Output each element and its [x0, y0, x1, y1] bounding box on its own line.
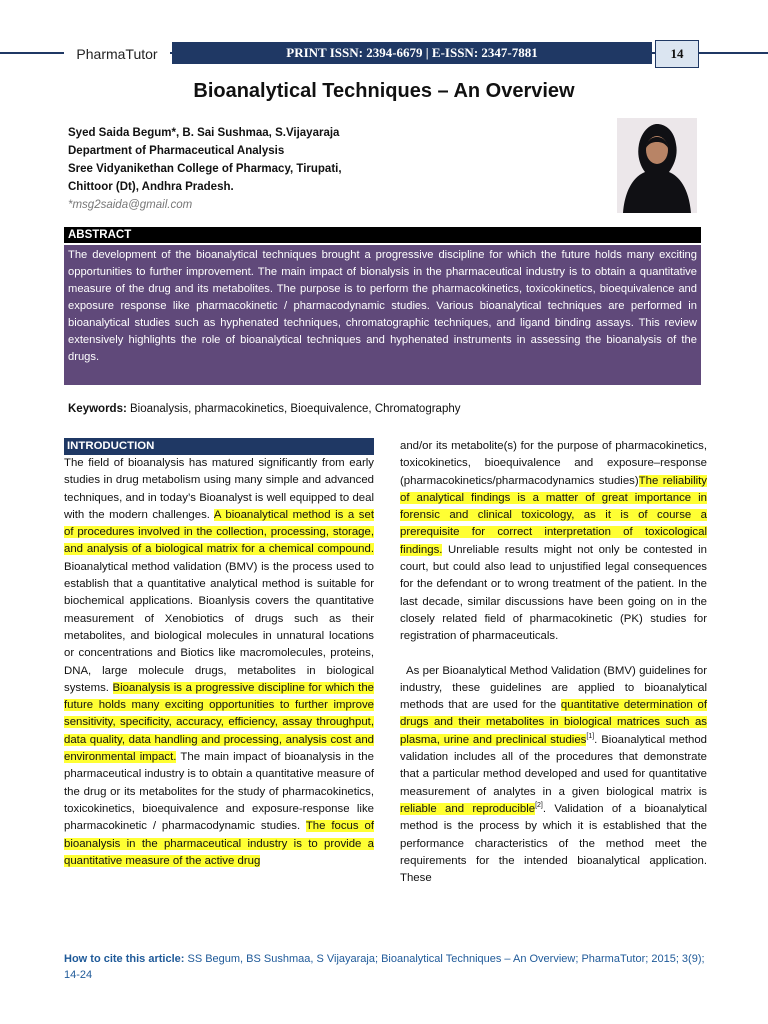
- right-text-3: As per Bioanalytical Method Validation (BMV) guidelines for industry, these guidelines are applied to bioanalytical methods that are used for the: [400, 664, 707, 712]
- issn-bar: PRINT ISSN: 2394-6679 | E-ISSN: 2347-7881: [172, 42, 652, 64]
- citation-label: How to cite this article:: [64, 953, 185, 965]
- intro-text-2: Bioanalytical method validation (BMV) is the process used to establish that a quantitative analytical method is suitable for biochemical applications. Bioanlysis covers the quantitative measurement of Xenobiotics of drugs such as their metabolites, and biological molecules in unnatural locations or concentrations and Biotics like macromolecules, proteins, DNA, large molecule drugs, metabolites in biological systems.: [64, 560, 374, 694]
- introduction-heading: INTRODUCTION: [64, 438, 374, 455]
- paragraph-gap: [400, 646, 707, 663]
- right-text-1: and/or its metabolite(s) for the purpose of pharmacokinetics, toxicokinetics, bioequivalence and exposure–response (pharmacokinetics/pharmacodynamics studies): [400, 440, 707, 487]
- author-block: [68, 124, 548, 214]
- right-highlight-1: The reliability of analytical findings is a matter of great importance in forensic and clinical toxicology, as it is of course a prerequisite for correct interpretation of toxicological findings.: [400, 474, 708, 556]
- author-portrait-image: [617, 118, 697, 213]
- affiliation-line-1: Department of Pharmaceutical Analysis: [68, 145, 285, 157]
- right-text-5: . Validation of a bioanalytical method is the process by which it is established that the performance characteristics of the method meet the requirements for the intended bioanalytical application. These: [400, 802, 708, 885]
- abstract-heading: ABSTRACT: [64, 227, 701, 243]
- author-photo: [617, 118, 697, 213]
- intro-highlight-3: The focus of bioanalysis in the pharmaceutical industry is to provide a quantitative measure of the active drug: [64, 820, 374, 867]
- intro-highlight-1: A bioanalytical method is a set of procedures involved in the collection, processing, storage, and analysis of a biological matrix for a chemical compound.: [64, 508, 374, 556]
- keywords-text: Bioanalysis, pharmacokinetics, Bioequivalence, Chromatography: [130, 403, 461, 415]
- reference-1[interactable]: [1]: [586, 732, 595, 740]
- journal-brand: PharmaTutor: [64, 42, 170, 66]
- keywords-line: [68, 403, 460, 415]
- affiliation-line-2: Sree Vidyanikethan College of Pharmacy, Tirupati,: [68, 163, 342, 175]
- page-number: 14: [655, 40, 699, 68]
- column-right: [400, 438, 707, 887]
- citation-text: SS Begum, BS Sushmaa, S Vijayaraja; Bioanalytical Techniques – An Overview; PharmaTutor; 2015; 3(9); 14-24: [64, 953, 705, 981]
- reference-2[interactable]: [2]: [535, 802, 543, 810]
- column-left: [64, 438, 374, 870]
- intro-text-3: The main impact of bioanalysis in the pharmaceutical industry is to obtain a quantitative measure of the drug or its metabolites for the study of pharmacokinetics, toxicokinetics, bioequivalence and exposure-response like pharmacokinetic / pharmacodynamic studies.: [64, 751, 374, 833]
- right-text-4: . Bioanalytical method validation includes all of the procedures that demonstrate that a particular method developed and used for quantitative measurement of analytes in a given biological matrix is: [400, 733, 707, 798]
- article-title: Bioanalytical Techniques – An Overview: [193, 80, 575, 102]
- intro-highlight-2: Bioanalysis is a progressive discipline for which the future holds many exciting opportunities to further improve sensitivity, specificity, accuracy, efficiency, assay throughput, data quality, data handling and processing, analysis cost and environmental impact.: [64, 681, 374, 764]
- abstract-body: The development of the bioanalytical techniques brought a progressive discipline for which the future holds many exciting opportunities to further improvement. The main impact of bionalysis in the pharmaceutical industry is to obtain a quantitative measure of the drug and its metabolites. The purpose is to perform the pharmacokinetics, toxicokinetics, bioequivalence and exposure response like pharmacokinetic / pharmacodynamic studies. Various bioanalytical techniques are performed in bioanalytical studies such as hyphenated techniques, chromatographic techniques, and ligand binding assays. This review extensively highlights the role of bioanalytical techniques and hyphenated instruments in assessing the bioanalysis of the drugs.: [64, 245, 701, 385]
- right-paragraph-1: [400, 438, 707, 646]
- intro-text-1: The field of bioanalysis has matured significantly from early studies in drug metabolism using many simple and advanced techniques, and in today’s Bioanalyst is well equipped to deal with the modern challenges.: [64, 457, 374, 521]
- author-names: Syed Saida Begum*, B. Sai Sushmaa, S.Vijayaraja: [68, 127, 340, 139]
- right-text-2: Unreliable results might not only be contested in court, but could also lead to unjustified legal consequences for the defendant or to wrong treatment of the patient. In the last decade, similar discussions have been going on in the closely related field of pharmacokinetic (PK) studies for registration of pharmaceuticals.: [400, 543, 707, 643]
- right-highlight-2: quantitative determination of drugs and their metabolites in biological matrices such as plasma, urine and preclinical studies: [400, 699, 708, 746]
- author-email[interactable]: *msg2saida@gmail.com: [68, 199, 193, 211]
- affiliation-line-3: Chittoor (Dt), Andhra Pradesh.: [68, 181, 234, 193]
- right-paragraph-2: [400, 663, 707, 888]
- citation-footer: [64, 951, 714, 983]
- right-highlight-3: reliable and reproducible: [400, 802, 536, 815]
- keywords-label: Keywords:: [68, 403, 127, 415]
